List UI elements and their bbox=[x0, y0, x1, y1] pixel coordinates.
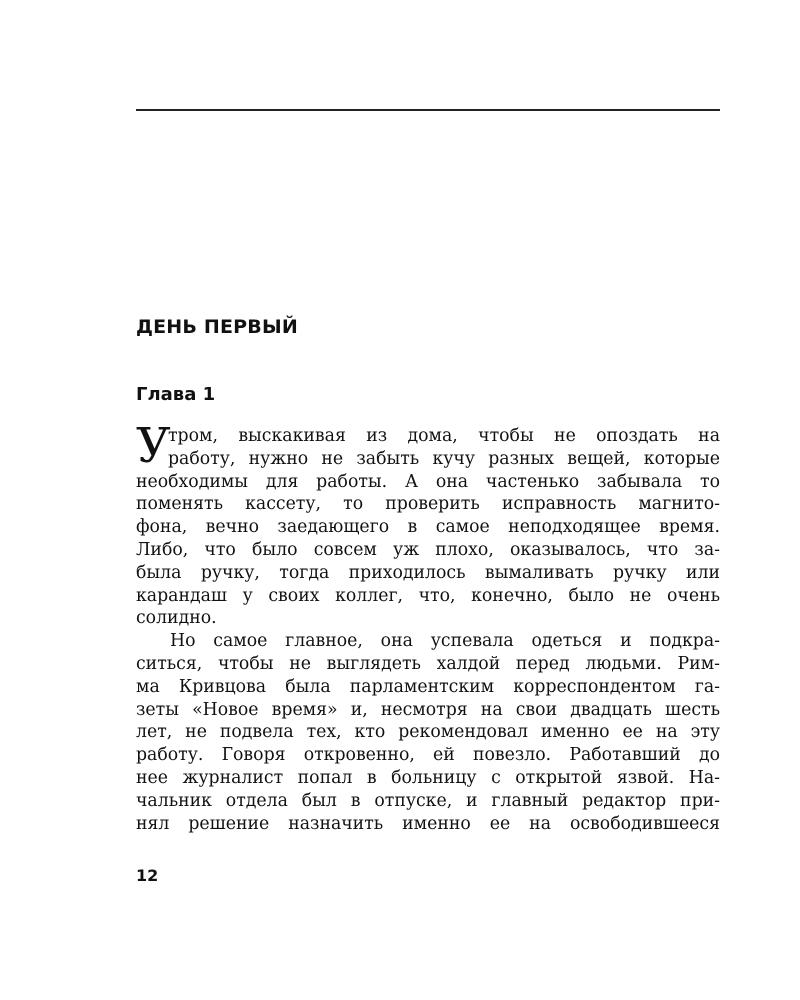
header-rule bbox=[136, 109, 720, 111]
text-line: зеты «Новое время» и, несмотря на свои двадцать шесть bbox=[136, 699, 720, 720]
paragraph-2 bbox=[136, 630, 720, 835]
page-number: 12 bbox=[136, 866, 159, 885]
text-line: поменять кассету, то проверить исправность магнито- bbox=[136, 494, 720, 515]
text-line: необходимы для работы. А она частенько забывала то bbox=[136, 471, 720, 492]
text-line: чальник отдела был в отпуске, и главный редактор при- bbox=[136, 790, 720, 811]
text-line: карандаш у своих коллег, что, конечно, было не очень bbox=[136, 585, 720, 606]
text-line: тром, выскакивая из дома, чтобы не опоздать на bbox=[168, 426, 720, 446]
chapter-title: Глава 1 bbox=[136, 384, 216, 405]
text-line: работу, нужно не забыть кучу разных вещей, которые bbox=[168, 448, 720, 469]
text-line: фона, вечно заедающего в самое неподходящее время. bbox=[136, 517, 720, 538]
text-line: ма Кривцова была парламентским корреспондентом га- bbox=[136, 676, 720, 697]
body-text bbox=[136, 418, 720, 835]
part-title: ДЕНЬ ПЕРВЫЙ bbox=[136, 316, 298, 338]
text-line: солидно. bbox=[136, 608, 217, 629]
text-line: работу. Говоря откровенно, ей повезло. Работавший до bbox=[136, 745, 720, 766]
text-line: нял решение назначить именно ее на освободившееся bbox=[136, 813, 720, 834]
paragraph-1 bbox=[136, 418, 720, 630]
text-line: Либо, что было совсем уж плохо, оказывалось, что за- bbox=[136, 539, 720, 560]
text-line: была ручку, тогда приходилось вымаливать ручку или bbox=[136, 562, 720, 583]
text-line: Но самое главное, она успевала одеться и подкра- bbox=[170, 631, 720, 652]
text-line: нее журналист попал в больницу с открытой язвой. На- bbox=[136, 767, 720, 788]
text-line: лет, не подвела тех, кто рекомендовал именно ее на эту bbox=[136, 722, 720, 743]
text-line: ситься, чтобы не выглядеть халдой перед людьми. Рим- bbox=[136, 653, 720, 674]
drop-cap: У bbox=[136, 418, 171, 474]
